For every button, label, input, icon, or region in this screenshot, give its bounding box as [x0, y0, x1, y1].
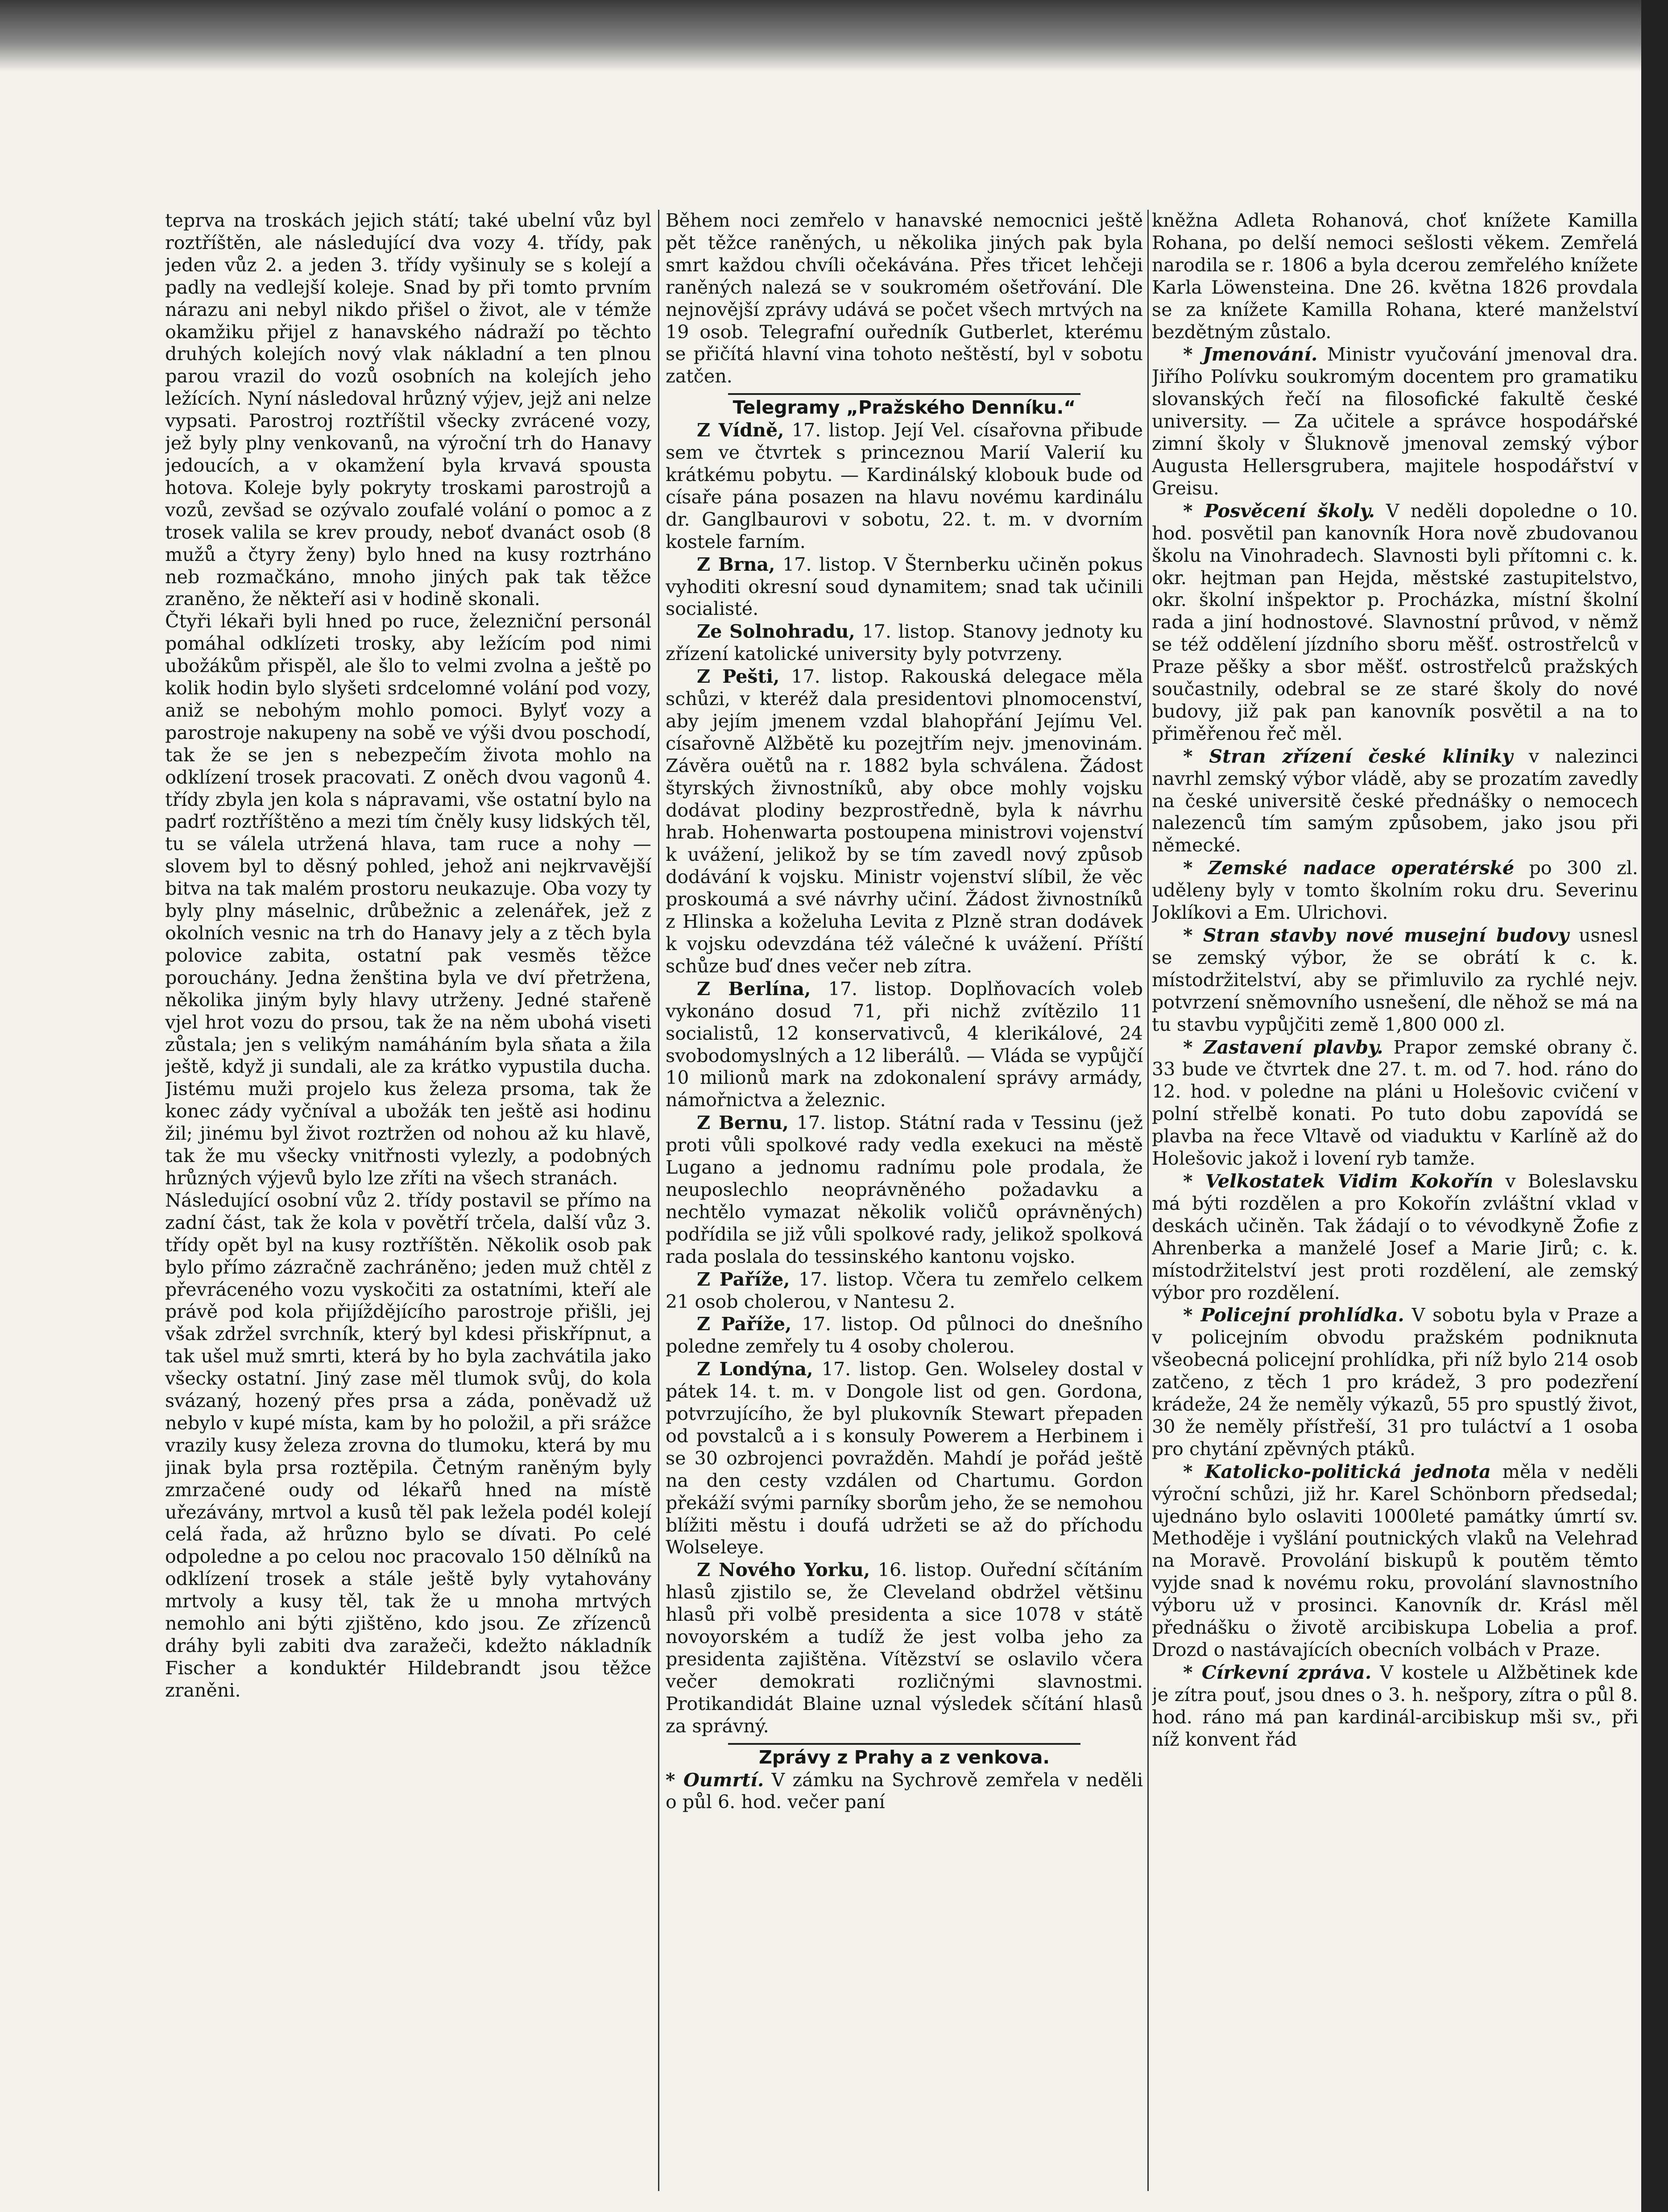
news-label: * Stran zřízení české kliniky: [1183, 745, 1513, 767]
news-label: * Zemské nadace operatérské: [1183, 857, 1515, 879]
telegram-item: [666, 978, 1143, 1112]
news-item: [1152, 500, 1638, 745]
news-label: * Zastavení plavby.: [1183, 1036, 1383, 1058]
news-item: [1152, 924, 1638, 1036]
telegram-place: Z Brna,: [697, 553, 775, 575]
telegram-text: 17. listop. Doplňovacích voleb vykonáno dosud 71, při nichž zvítězilo 11 socialistů, 12 konservativců, 4 klerikálové, 24 svobodomyslných a 12 liberálů. — Vláda se vypůjčí 10 milionů mark na zdokonalení správy armády, námořnictva a železnic.: [666, 978, 1143, 1111]
telegram-place: Z Vídně,: [697, 419, 784, 441]
news-text: po 300 zl. uděleny byly v tomto školním roku dru. Severinu Joklíkovi a Em. Ulrichovi.: [1152, 857, 1638, 924]
telegram-item: [666, 1358, 1143, 1559]
news-text: kněžna Adleta Rohanová, choť knížete Kamilla Rohana, po delší nemoci sešlosti věkem. Zemřelá narodila se r. 1806 a byla dcerou zemřelého knížete Karla Löwensteina. Dne 26. května 1826 provdala se za knížete Kamilla Rohana, které manželství bezdětným zůstalo.: [1152, 210, 1638, 343]
column-2: [666, 210, 1143, 2191]
telegram-text: 17. listop. Včera tu zemřelo celkem 21 osob cholerou, v Nantesu 2.: [666, 1268, 1143, 1312]
news-label: * Stran stavby nové musejní budovy: [1183, 924, 1569, 946]
news-label: * Jmenování.: [1183, 343, 1318, 365]
column-1: [165, 210, 651, 2191]
telegram-item: [666, 1112, 1143, 1268]
news-item: [666, 1769, 1143, 1814]
section-heading: Zprávy z Prahy a z venkova.: [758, 1746, 1050, 1768]
news-item: [1152, 1304, 1638, 1460]
news-item: [1152, 745, 1638, 857]
news-item: [1152, 1461, 1638, 1661]
column-3: [1152, 210, 1638, 2191]
telegram-text: 17. listop. Státní rada v Tessinu (jež proti vůli spolkové rady vedla exekuci na městě Lugano a jednomu radnímu pole prodala, že neuposlechlo neoprávněného požadavku a nechtělo vymazat několik voličů oprávněných) podřídila se již vůli spolkové rady, jelikož spolková rada poslala do tessinského kantonu vojsko.: [666, 1112, 1143, 1267]
telegram-item: [666, 1313, 1143, 1358]
news-text: v nalezinci navrhl zemský výbor vládě, aby se prozatím zavedly na české universitě české přednášky o nemocech nalezenců tím samým způsobem, jako jsou při německé.: [1152, 745, 1638, 856]
news-item: [1152, 1661, 1638, 1751]
news-label: * Církevní zpráva.: [1183, 1661, 1372, 1683]
telegram-place: Z Londýna,: [697, 1358, 813, 1380]
telegram-place: Z Paříže,: [697, 1313, 792, 1335]
news-text: V kostele u Alžbětinek kde je zítra pouť, jsou dnes o 3. h. nešpory, zítra o půl 8. hod. ráno má pan kardinál-arcibiskup mši sv., při níž konvent řád: [1152, 1661, 1638, 1750]
news-text: V neděli dopoledne o 10. hod. posvětil pan kanovník Hora nově zbudovanou školu na Vinohradech. Slavnosti byli přítomni c. k. okr. hejtman pan Hejda, městské zastupitelstvo, okr. školní inšpektor p. Procházka, místní školní rada a jiní hodnostové. Slavnostní průvod, v němž se též oddělení jízdního sboru měšť. ostrostřelců v Praze pěšky a sbor měšť. ostrostřelců pražských součastnily, odebral se ze staré školy do nové budovy, již pak pan kanovník posvětil a na to přiměřenou řeč měl.: [1152, 500, 1638, 744]
news-text: Ministr vyučování jmenoval dra. Jiřího Polívku soukromým docentem pro gramatiku slovanských řečí na filosofické fakultě české university. — Za učitele a správce hospodářské zimní školy v Šluknově jmenoval zemský výbor Augusta Hellersgrubera, majitele hospodářství v Greisu.: [1152, 344, 1638, 499]
telegram-text: 16. listop. Ouřední sčítáním hlasů zjistilo se, že Cleveland obdržel většinu hlasů při volbě presidenta a sice 1078 v státě novoyorském a tudíž že jest volba jeho za presidenta zajištěna. Vítězství se oslavilo včera večer demokrati rozličnými slavnostmi. Protikandidát Blaine uznal výsledek sčítání hlasů za správný.: [666, 1559, 1143, 1737]
news-text: V sobotu byla v Praze a v policejním obvodu pražském podniknuta všeobecná policejní prohlídka, při níž bylo 214 osob zatčeno, z těch 1 pro krádež, 3 pro podezření krádeže, 24 že neměly výkazů, 55 pro spustlý život, 30 že neměly přístřeší, 31 pro tuláctví a 1 osoba pro chytání zpěvných ptáků.: [1152, 1304, 1638, 1460]
telegram-text: 17. listop. Stanovy jednoty ku zřízení katolické university byly potvrzeny.: [666, 621, 1143, 665]
paragraph: Následující osobní vůz 2. třídy postavil se přímo na zadní část, tak že kola v povětří trčela, další vůz 3. třídy opět byl na kusy roztříštěn. Několik osob pak bylo přímo zázračně zachráněno; jeden muž chtěl z převráceného vozu vyskočiti za ostatními, kteří ale právě pod kola přijíždějícího parostroje přišli, jej však zdržel svrchník, který byl kdesi přiskřípnut, a tak ušel muž smrti, která by ho byla zachvátila jako všecky ostatní. Jiný zase měl tlumok svůj, do kola svázaný, hozený přes prsa a záda, poněvadž už nebylo v kupé místa, kam by ho položil, a při srážce vrazily kusy železa zrovna do tlumoku, která by mu jinak byla prsa roztěpila. Četným raněným byly zmrzačené oudy od lékařů hned na místě uřezávány, mrtvol a kusů těl pak ležela podél kolejí celá řada, až hrůzno bylo se dívati. Po celé odpoledne a po celou noc pracovalo 150 dělníků na odklízení trosek a stále ještě byly vytahovány mrtvoly a kusy těl, tak že u mnoha mrtvých nemohlo ani býti zjištěno, kdo jsou. Ze zřízenců dráhy byli zabiti dva zaražeči, kdežto nákladník Fischer a konduktér Hildebrandt jsou těžce zraněni.: [165, 1189, 651, 1701]
scan-top-edge: [0, 0, 1668, 71]
telegram-item: [666, 620, 1143, 665]
telegram-text: 17. listop. Rakouská delegace měla schůzi, v kteréž dala presidentovi plnomocenství, aby jejím jmenem vzdal blahopřání Jejímu Vel. císařovně Alžbětě ku pozejtřím nejv. jmenovinám. Závěra ouětů na r. 1882 byla schválena. Žádost štyrských živnostníků, aby obce mohly vojsku dodávat plodiny bezprostředně, byla k návrhu hrab. Hohenwarta postoupena ministrovi vojenství k uvážení, jelikož by se tím zavedl nový způsob dodávání k vojsku. Ministr vojenství slíbil, že věc proskoumá a své návrhy učiní. Žádost živnostníků z Hlinska a koželuha Levita z Plzně stran dodávek k vojsku odevzdána též válečné k uvážení. Příští schůze buď dnes večer neb zítra.: [666, 666, 1143, 977]
paragraph: Během noci zemřelo v hanavské nemocnici ještě pět těžce raněných, u několika jiných pak byla smrt každou chvíli očekávána. Přes třicet lehčeji raněných nalezá se v soukromém ošetřování. Dle nejnovější zprávy udává se počet všech mrtvých na 19 osob. Telegrafní ouředník Gutberlet, kterému se přičítá hlavní vina tohoto neštěstí, byl v sobotu zatčen.: [666, 210, 1143, 387]
news-label: * Posvěcení školy.: [1183, 499, 1375, 522]
news-text: Prapor zemské obrany č. 33 bude ve čtvrtek dne 27. t. m. od 7. hod. ráno do 12. hod. v poledne na pláni u Holešovic cvičení v polní střelbě konati. Po tuto dobu zapovídá se plavba na řece Vltavě od viaduktu v Karlíně až do Holešovic jakož i lovení ryb tamže.: [1152, 1036, 1638, 1170]
column-rule: [658, 210, 659, 2191]
news-label: * Velkostatek Vidim Kokořín: [1183, 1170, 1494, 1192]
telegram-item: [666, 419, 1143, 553]
news-item: [1152, 1036, 1638, 1170]
telegram-text: 17. listop. Gen. Wolseley dostal v pátek 14. t. m. v Dongole list od gen. Gordona, potvrzujícího, že byl plukovník Stewart přepaden od povstalců a i s konsuly Powerem a Herbinem i se 30 ozbrojenci povražděn. Mahdí je pořád ještě na den cesty vzdálen od Chartumu. Gordon překáží svými parníky sborům jeho, že se nemohou blížiti městu i doufá udržeti se až do příchodu Wolseleye.: [666, 1358, 1143, 1558]
section-heading: Telegramy „Pražského Denníku.“: [733, 397, 1076, 419]
telegram-item: [666, 553, 1143, 621]
telegram-place: Z Berlína,: [697, 977, 811, 1000]
section-rule: [728, 393, 1080, 395]
news-text: v Boleslavsku má býti rozdělen a pro Kokořín zvláštní vklad v deskách učiněn. Tak žádají o to vévodkyně Žofie z Ahrenberka a manželé Josef a Marie Jirů; c. k. místodržitelství jest proti rozdělení, ale zemský výbor pro rozdělení.: [1152, 1170, 1638, 1303]
paragraph: Čtyři lékaři byli hned po ruce, železniční personál pomáhal odklízeti trosky, aby ležícím pod nimi ubožákům přispěl, ale šlo to velmi zvolna a ještě po kolik hodin bylo slyšeti srdcelomné volání pod vozy, aniž se nebohým mohlo pomoci. Bylyť vozy a parostroje nakupeny na sobě ve výši dvou poschodí, tak že se jen s nebezpečím života mohlo na odklízení trosek pracovati. Z oněch dvou vagonů 4. třídy zbyla jen kola s nápravami, vše ostatní bylo na padrť roztříštěno a mezi tím čněly kusy lidských těl, tu se válela utržená hlava, tam ruce a nohy — slovem byl to děsný pohled, jehož ani nejkrvavější bitva na tak malém prostoru neukazuje. Oba vozy ty byly plny máselnic, drůbežnic a zelenářek, jež z okolních vesnic na trh do Hanavy jely a z těch byla polovice zabita, ostatní pak vesměs těžce porouchány. Jedna ženština byla ve dví přetržena, několika jiným byly hlavy utrženy. Jedné stařeně vjel hrot vozu do prsou, tak že na něm ubohá viseti zůstala; jen s velikým namáháním byla sňata a žila ještě, když ji sundali, ale za krátko vypustila ducha. Jistému muži projelo kus železa prsoma, tak že konec zády vyčníval a ubožák ten ještě asi hodinu žil; jinému byl život roztržen od nohou až ku hlavě, tak že mu všecky vnitřnosti vylezly, a podobných hrůzných výjevů bylo lze zříti na všech stranách.: [165, 610, 651, 1189]
news-item: [1152, 1170, 1638, 1304]
news-item: [1152, 857, 1638, 924]
telegram-item: [666, 1268, 1143, 1313]
telegram-text: 17. listop. Její Vel. císařovna přibude sem ve čtvrtek s princeznou Marií Valerií ku krátkému pobytu. — Kardinálský klobouk bude od císaře pána posazen na hlavu novému kardinálu dr. Ganglbaurovi v sobotu, 22. t. m. v dvorním kostele farním.: [666, 419, 1143, 552]
column-rule: [1147, 210, 1149, 2191]
news-label: * Oumrtí.: [666, 1768, 764, 1791]
telegram-place: Z Paříže,: [697, 1268, 790, 1290]
telegram-place: Z Pešti,: [697, 665, 780, 688]
news-text: měla v neděli výroční schůzi, již hr. Karel Schönborn předsedal; ujednáno bylo oslaviti 1000leté památky úmrtí sv. Methoděje i vyšlání poutnických vlaků na Velehrad na Moravě. Provolání biskupů k poutěm těmto vyjde snad k novému roku, provolání slavnostního výboru už v prosinci. Kanovník dr. Krásl měl přednášku o životě arcibiskupa Lobelia a prof. Drozd o nastávajících obecních volbách v Praze.: [1152, 1461, 1638, 1660]
telegram-item: [666, 665, 1143, 978]
news-item: [1152, 210, 1638, 343]
telegram-place: Ze Solnohradu,: [697, 620, 855, 643]
scan-right-edge: [1641, 0, 1668, 2212]
paragraph: teprva na troskách jejich státí; také ubelní vůz byl roztříštěn, ale následující dva vozy 4. třídy, pak jeden vůz 2. a jeden 3. třídy vyšinuly se s kolejí a padly na vedlejší koleje. Snad by při tomto prvním nárazu ani nebyl nikdo přišel o život, ale v témže okamžiku přijel z hanavského nádraží po těchto druhých kolejích nový vlak nákladní a ten plnou parou vrazil do vozů osobních na kolejích jeho ležících. Nyní následoval hrůzný výjev, jejž ani nelze vypsati. Parostroj roztříštil všecky zvrácené vozy, jež byly plny venkovanů, na výroční trh do Hanavy jedoucích, a v okamžení byla krvavá spousta hotova. Koleje byly pokryty troskami parostrojů a vozů, zevšad se ozývalo zoufalé volání o pomoc a z trosek valila se krev proudy, neboť dvanáct osob (8 mužů a čtyry ženy) bylo hned na kusy roztrháno neb rozmačkáno, mnoho jiných pak tak těžce zraněno, že někteří asi v hodině skonali.: [165, 210, 651, 610]
telegram-list: [666, 419, 1143, 1737]
telegram-item: [666, 1559, 1143, 1737]
news-text: usnesl se zemský výbor, že se obrátí k c. k. místodržitelství, aby se přimluvilo za rychlé nejv. potvrzení sněmovního usnešení, dle něhož se má na tu stavbu vypůjčiti země 1,800 000 zl.: [1152, 925, 1638, 1035]
news-text: V zámku na Sychrově zemřela v neděli o půl 6. hod. večer paní: [666, 1769, 1143, 1813]
news-label: * Katolicko-politická jednota: [1183, 1460, 1491, 1482]
telegram-place: Z Bernu,: [697, 1112, 789, 1134]
telegram-text: 17. listop. Od půlnoci do dnešního poledne zemřely tu 4 osoby cholerou.: [666, 1313, 1143, 1357]
section-rule: [728, 1743, 1080, 1745]
news-label: * Policejní prohlídka.: [1183, 1304, 1404, 1326]
telegram-text: 17. listop. V Šternberku učiněn pokus vyhoditi okresní soud dynamitem; snad tak učinili socialisté.: [666, 553, 1143, 620]
telegram-place: Z Nového Yorku,: [697, 1559, 870, 1581]
news-item: [1152, 343, 1638, 499]
